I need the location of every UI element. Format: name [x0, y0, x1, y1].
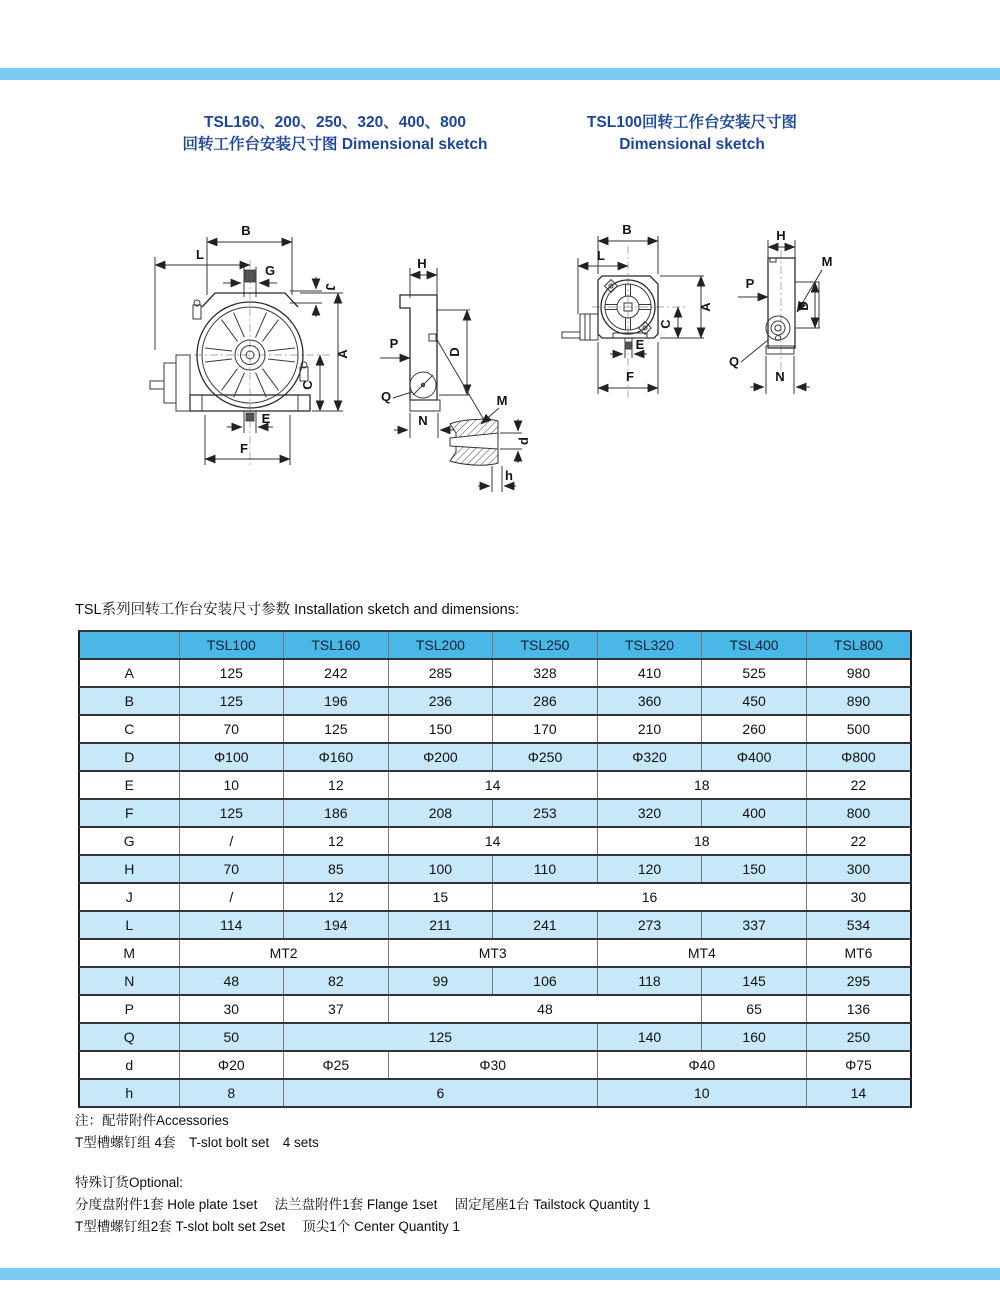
table-row-h — [79, 1079, 911, 1107]
table-cell: 12 — [284, 827, 389, 855]
dim-label-P: P — [745, 276, 755, 291]
row-label: N — [79, 967, 179, 995]
table-cell: 18 — [597, 827, 806, 855]
table-cell: 285 — [388, 659, 493, 687]
table-cell: 800 — [806, 799, 911, 827]
table-cell: 14 — [806, 1079, 911, 1107]
table-cell: Φ75 — [806, 1051, 911, 1079]
row-label: M — [79, 939, 179, 967]
table-cell: 110 — [493, 855, 598, 883]
table-cell: 236 — [388, 687, 493, 715]
dim-label-B: B — [622, 222, 632, 237]
row-label: B — [79, 687, 179, 715]
table-cell: 50 — [179, 1023, 284, 1051]
table-cell: 12 — [284, 883, 389, 911]
table-cell: 6 — [284, 1079, 598, 1107]
table-cell: 140 — [597, 1023, 702, 1051]
table-cell: 241 — [493, 911, 598, 939]
table-cell: 320 — [597, 799, 702, 827]
table-cell: 14 — [388, 827, 597, 855]
table-cell: 120 — [597, 855, 702, 883]
dim-label-P: P — [389, 336, 399, 351]
dim-label-J: J — [323, 283, 338, 291]
table-row-B — [79, 687, 911, 715]
table-header-row — [79, 631, 911, 659]
row-label: A — [79, 659, 179, 687]
table-cell: 70 — [179, 715, 284, 743]
bottom-accent-bar — [0, 1268, 1000, 1280]
table-cell: 125 — [284, 1023, 598, 1051]
table-row-Q — [79, 1023, 911, 1051]
table-cell: 125 — [284, 715, 389, 743]
table-caption: TSL系列回转工作台安装尺寸参数 Installation sketch and dimensions: — [75, 602, 519, 618]
table-cell: 150 — [388, 715, 493, 743]
table-cell: Φ160 — [284, 743, 389, 771]
note-optional-item-2: T型槽螺钉组2套 T-slot bolt set 2set 顶尖1个 Center Quantity 1 — [75, 1219, 460, 1234]
table-cell: 208 — [388, 799, 493, 827]
dim-label-F: F — [626, 369, 634, 384]
dim-label-M: M — [496, 393, 508, 408]
row-label: F — [79, 799, 179, 827]
table-cell: 82 — [284, 967, 389, 995]
column-header-tsl400: TSL400 — [702, 631, 807, 659]
table-cell: 125 — [179, 687, 284, 715]
title-line: TSL100回转工作台安装尺寸图 — [586, 114, 798, 131]
dim-label-M: M — [821, 254, 833, 269]
column-header-tsl800: TSL800 — [806, 631, 911, 659]
table-cell: MT2 — [179, 939, 388, 967]
table-row-E — [79, 771, 911, 799]
dim-label-D: D — [796, 301, 811, 311]
notes-block — [75, 1110, 650, 1238]
table-cell: 211 — [388, 911, 493, 939]
table-cell: 273 — [597, 911, 702, 939]
tsl160-800-side-view-drawing — [372, 248, 537, 503]
table-cell: MT4 — [597, 939, 806, 967]
table-cell: 30 — [806, 883, 911, 911]
table-cell: MT6 — [806, 939, 911, 967]
table-cell: Φ320 — [597, 743, 702, 771]
table-cell: 410 — [597, 659, 702, 687]
table-cell: 260 — [702, 715, 807, 743]
table-row-C — [79, 715, 911, 743]
table-cell: 70 — [179, 855, 284, 883]
table-cell: 99 — [388, 967, 493, 995]
dim-label-E: E — [635, 337, 645, 352]
table-cell: 14 — [388, 771, 597, 799]
table-cell: 22 — [806, 771, 911, 799]
table-cell: 18 — [597, 771, 806, 799]
table-row-G — [79, 827, 911, 855]
table-row-D — [79, 743, 911, 771]
dim-label-N: N — [775, 369, 785, 384]
table-cell: MT3 — [388, 939, 597, 967]
table-cell: 118 — [597, 967, 702, 995]
table-cell: 534 — [806, 911, 911, 939]
table-cell: 286 — [493, 687, 598, 715]
table-cell: Φ200 — [388, 743, 493, 771]
table-cell: 37 — [284, 995, 389, 1023]
table-cell: 10 — [179, 771, 284, 799]
table-cell: 170 — [493, 715, 598, 743]
column-header-tsl250: TSL250 — [493, 631, 598, 659]
table-cell: / — [179, 827, 284, 855]
table-cell: 196 — [284, 687, 389, 715]
row-label: Q — [79, 1023, 179, 1051]
table-cell: 136 — [806, 995, 911, 1023]
note-optional-item-1: 分度盘附件1套 Hole plate 1set 法兰盘附件1套 Flange 1set 固定尾座1台 Tailstock Quantity 1 — [75, 1197, 651, 1212]
table-row-P — [79, 995, 911, 1023]
table-cell: 114 — [179, 911, 284, 939]
dim-label-L: L — [196, 247, 204, 262]
table-cell: Φ100 — [179, 743, 284, 771]
row-label: h — [79, 1079, 179, 1107]
table-cell: 48 — [179, 967, 284, 995]
column-header-tsl160: TSL160 — [284, 631, 389, 659]
table-cell: Φ250 — [493, 743, 598, 771]
table-cell: 16 — [493, 883, 807, 911]
table-cell: 8 — [179, 1079, 284, 1107]
dim-label-B: B — [241, 223, 251, 238]
note-accessories-item: T型槽螺钉组 4套 T-slot bolt set 4 sets — [75, 1135, 319, 1150]
table-cell: 210 — [597, 715, 702, 743]
dimensions-table — [78, 630, 912, 1108]
row-label: J — [79, 883, 179, 911]
table-cell: 328 — [493, 659, 598, 687]
top-accent-bar — [0, 68, 1000, 80]
row-label: C — [79, 715, 179, 743]
dim-label-L: L — [597, 248, 605, 263]
table-cell: 12 — [284, 771, 389, 799]
table-cell: / — [179, 883, 284, 911]
table-cell: 15 — [388, 883, 493, 911]
table-cell: 980 — [806, 659, 911, 687]
table-cell: Φ400 — [702, 743, 807, 771]
table-cell: 400 — [702, 799, 807, 827]
right-diagram-title — [512, 112, 872, 156]
table-row-F — [79, 799, 911, 827]
dim-label-H: H — [417, 256, 427, 271]
dim-label-H: H — [776, 228, 786, 243]
table-cell: 360 — [597, 687, 702, 715]
table-cell: 500 — [806, 715, 911, 743]
dim-label-A: A — [335, 349, 350, 359]
table-cell: 300 — [806, 855, 911, 883]
title-line: Dimensional sketch — [619, 136, 765, 153]
dim-label-A: A — [698, 302, 713, 312]
table-row-H — [79, 855, 911, 883]
table-cell: 295 — [806, 967, 911, 995]
table-cell: 525 — [702, 659, 807, 687]
dim-label-Q: Q — [380, 389, 392, 404]
table-cell: 100 — [388, 855, 493, 883]
column-header-tsl200: TSL200 — [388, 631, 493, 659]
table-cell: 10 — [597, 1079, 806, 1107]
table-cell: Φ30 — [388, 1051, 597, 1079]
dim-label-N: N — [418, 413, 428, 428]
note-accessories-title: 注：配带附件Accessories — [75, 1113, 229, 1128]
dim-label-h: h — [505, 468, 513, 483]
dim-label-C: C — [300, 380, 315, 390]
table-cell: 85 — [284, 855, 389, 883]
title-line: TSL160、200、250、320、400、800 — [204, 114, 466, 131]
tsl160-800-front-view-drawing — [140, 215, 355, 470]
row-label: L — [79, 911, 179, 939]
row-label: d — [79, 1051, 179, 1079]
table-cell: 150 — [702, 855, 807, 883]
column-header — [79, 631, 179, 659]
row-label: H — [79, 855, 179, 883]
table-cell: 186 — [284, 799, 389, 827]
row-label: G — [79, 827, 179, 855]
table-cell: 30 — [179, 995, 284, 1023]
table-cell: 65 — [702, 995, 807, 1023]
table-row-N — [79, 967, 911, 995]
dim-label-D: D — [447, 347, 462, 357]
table-cell: 125 — [179, 659, 284, 687]
dim-label-E: E — [261, 411, 271, 426]
dim-label-Q: Q — [728, 354, 740, 369]
table-cell: 160 — [702, 1023, 807, 1051]
note-optional-title: 特殊订货Optional: — [75, 1175, 184, 1190]
left-diagram-title — [135, 112, 535, 156]
column-header-tsl100: TSL100 — [179, 631, 284, 659]
table-cell: Φ800 — [806, 743, 911, 771]
tsl100-side-view-drawing — [722, 222, 882, 407]
table-row-A — [79, 659, 911, 687]
table-row-J — [79, 883, 911, 911]
table-cell: Φ20 — [179, 1051, 284, 1079]
table-cell: Φ25 — [284, 1051, 389, 1079]
table-cell: Φ40 — [597, 1051, 806, 1079]
table-cell: 22 — [806, 827, 911, 855]
table-cell: 250 — [806, 1023, 911, 1051]
table-cell: 450 — [702, 687, 807, 715]
table-cell: 253 — [493, 799, 598, 827]
column-header-tsl320: TSL320 — [597, 631, 702, 659]
row-label: E — [79, 771, 179, 799]
table-cell: 337 — [702, 911, 807, 939]
table-cell: 145 — [702, 967, 807, 995]
table-cell: 194 — [284, 911, 389, 939]
table-row-M — [79, 939, 911, 967]
dim-label-F: F — [240, 441, 248, 456]
dim-label-C: C — [658, 319, 673, 329]
table-cell: 106 — [493, 967, 598, 995]
table-cell: 48 — [388, 995, 702, 1023]
table-cell: 125 — [179, 799, 284, 827]
table-cell: 890 — [806, 687, 911, 715]
dim-label-d: d — [516, 437, 531, 445]
row-label: D — [79, 743, 179, 771]
title-line: 回转工作台安装尺寸图 Dimensional sketch — [182, 136, 488, 153]
table-row-d — [79, 1051, 911, 1079]
dim-label-G: G — [264, 263, 276, 278]
table-row-L — [79, 911, 911, 939]
table-cell: 242 — [284, 659, 389, 687]
row-label: P — [79, 995, 179, 1023]
